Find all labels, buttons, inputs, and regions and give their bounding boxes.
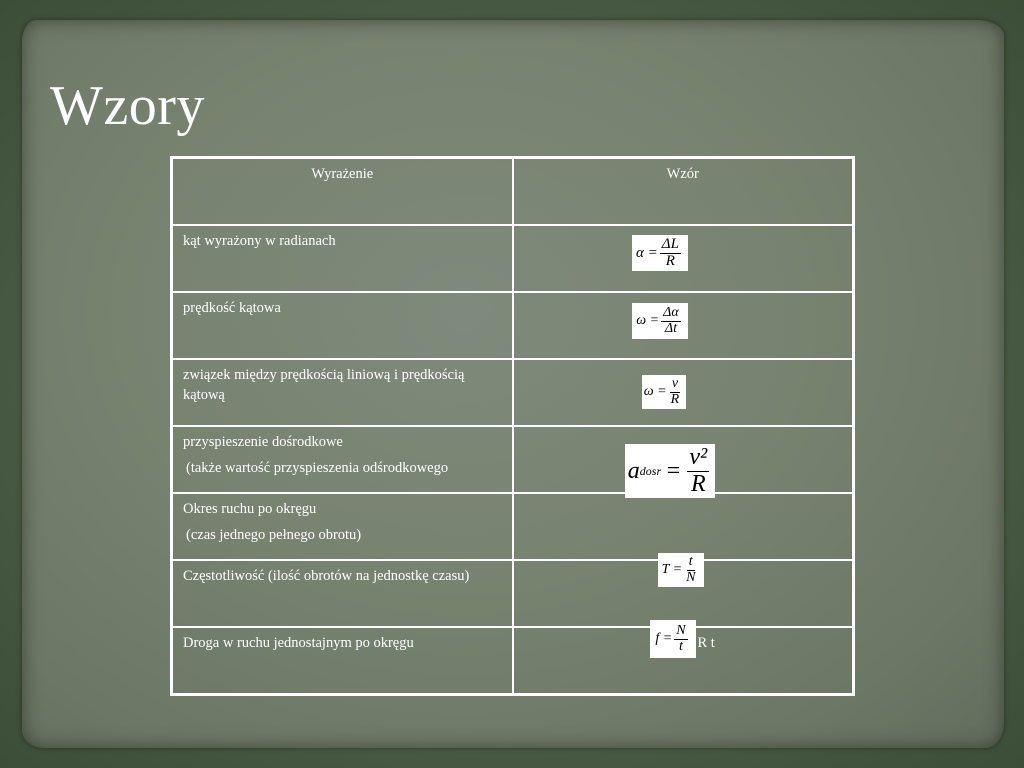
- distance-formula-text: R t: [697, 635, 715, 651]
- formulas-table: [170, 156, 855, 696]
- formula-image-angular-velocity: ω = $\frac{\Delta\alpha}{\Delta t}$: [632, 303, 688, 339]
- formula-cell: [513, 426, 854, 497]
- table-row: [172, 292, 854, 359]
- expression-cell: [172, 560, 513, 627]
- header-expression: Wyrażenie: [172, 158, 513, 226]
- formula-image-frequency: f = $\frac{N}{t}$: [650, 620, 696, 658]
- table-row: [172, 359, 854, 426]
- expression-text: Częstotliwość (ilość obrotów na jednostkę czasu): [183, 568, 470, 584]
- expression-cell: [172, 225, 513, 292]
- formula-cell: [513, 292, 854, 359]
- table-row: [172, 627, 854, 695]
- formula-cell: [513, 225, 854, 292]
- expression-cell: [172, 627, 513, 695]
- expression-cell: [172, 493, 513, 560]
- formula-image-period: T = $\frac{t}{N}$: [658, 553, 704, 587]
- expression-text: związek między prędkością liniową i prędkością kątową: [183, 367, 465, 403]
- expression-text: prędkość kątowa: [183, 300, 281, 316]
- formula-image-angle: α = $\frac{\Delta L}{R}$: [632, 235, 688, 271]
- formula-cell: [513, 553, 854, 627]
- expression-note: (czas jednego pełnego obrotu): [186, 526, 362, 543]
- formula-cell: [513, 622, 854, 695]
- expression-text: kąt wyrażony w radianach: [183, 233, 336, 249]
- formula-image-linear-velocity: ω = $\frac{v}{R}$: [642, 375, 686, 409]
- header-formula: Wzór: [513, 158, 854, 226]
- expression-text: Droga w ruchu jednostajnym po okręgu: [183, 635, 414, 651]
- table-row: [172, 493, 854, 560]
- formula-cell: [513, 493, 854, 560]
- table-row: [172, 426, 854, 493]
- expression-text: przyspieszenie dośrodkowe: [183, 434, 343, 450]
- slide-title: Wzory: [50, 75, 205, 137]
- expression-cell: [172, 292, 513, 359]
- expression-text: Okres ruchu po okręgu: [183, 501, 317, 517]
- formula-image-centripetal-acceleration: a dosr = $\frac{\text{v²}}{R}$: [625, 444, 715, 498]
- expression-cell: [172, 359, 513, 426]
- expression-cell: [172, 426, 513, 493]
- table-row: [172, 560, 854, 627]
- formula-cell: [513, 359, 854, 426]
- table-row: [172, 225, 854, 292]
- table-header-row: [172, 158, 854, 226]
- expression-note: (także wartość przyspieszenia odśrodkowego: [186, 459, 449, 476]
